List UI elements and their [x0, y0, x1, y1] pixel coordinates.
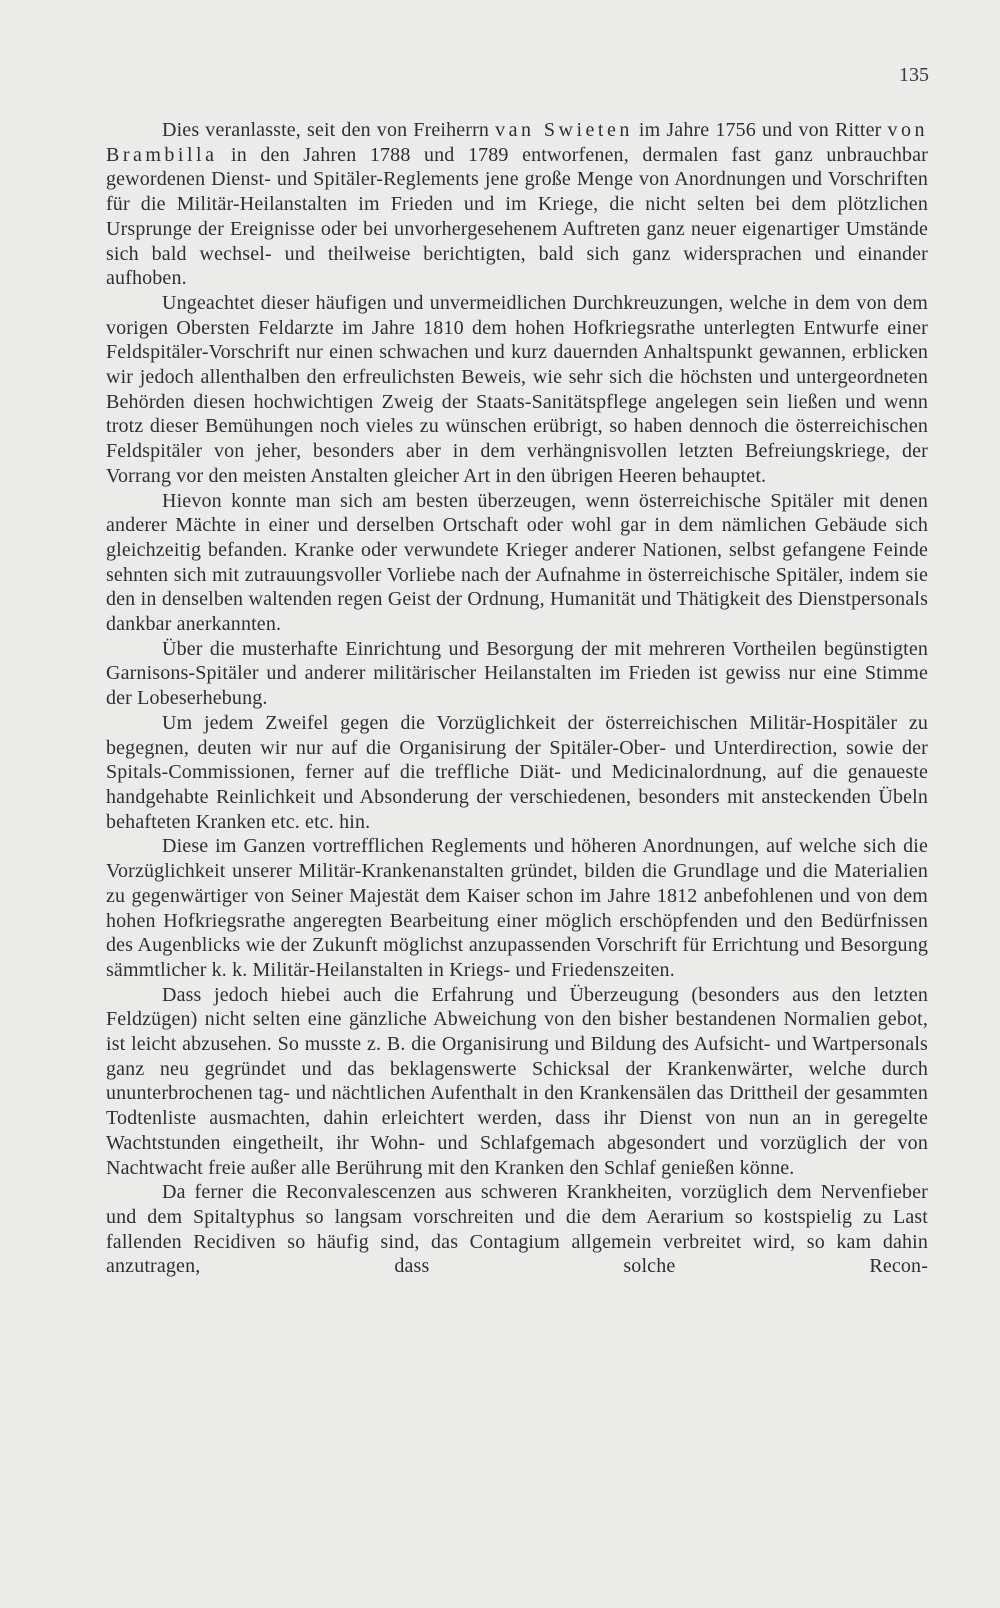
paragraph-7: Dass jedoch hiebei auch die Erfahrung und Überzeugung (besonders aus den letzten Feldzügen) nicht selten eine gänzliche Abweichung von den bisher bestandenen Normalien gebot, ist leicht abzusehen. So musste z. B. die Organisirung und Bildung des Aufsicht- und Wartpersonals ganz neu gegründet und das beklagenswerte Schicksal der Krankenwärter, welche durch ununterbrochenen tag- und nächtlichen Aufenthalt in den Krankensälen das Drittheil der gesammten Todtenliste ausmachten, dahin erleichtert werden, dass ihr Dienst von nun an in geregelte Wachtstunden eingetheilt, ihr Wohn- und Schlafgemach abgesondert und vorzüglich der von Nachtwacht freie außer alle Berührung mit den Kranken den Schlaf genießen könne.	[106, 983, 928, 1179]
paragraph-6: Diese im Ganzen vortrefflichen Reglements und höheren Anordnungen, auf welche sich die Vorzüglichkeit unserer Militär-Krankenanstalten gründet, bilden die Grundlage und die Materialien zu gegenwärtiger von Seiner Majestät dem Kaiser schon im Jahre 1812 anbefohlenen und von dem hohen Hofkriegsrathe angeregten Bearbeitung einer möglich erschöpfenden und den Bedürfnissen des Augenblicks wie der Zukunft möglichst anzupassenden Vorschrift für Errichtung und Besorgung sämmtlicher k. k. Militär-Heilanstalten in Kriegs- und Friedenszeiten.	[106, 835, 928, 981]
name-van-swieten: van Swieten	[495, 119, 633, 141]
page-number: 135	[899, 64, 929, 86]
paragraph-8: Da ferner die Reconvalescenzen aus schweren Krankheiten, vorzüglich dem Nervenfieber und dem Spitaltyphus so langsam vorschreiten und die dem Aerarium so kostspielig zu Last fallenden Recidiven so häufig sind, das Contagium allgemein verbreitet wird, so kam dahin anzutragen, dass solche Recon-	[106, 1181, 928, 1278]
paragraph-1-text-c: in den Jahren 1788 und 1789 entworfenen, dermalen fast ganz unbrauchbar gewordenen Dienst- und Spitäler-Reglements jene große Menge von Anordnungen und Vorschriften für die Militär-Heilanstalten im Frieden und im Kriege, die nicht selten bei dem plötzlichen Ursprunge der Ereignisse oder bei unvorhergesehenem Auftreten ganz neuer eigenartiger Umstände sich bald wechsel- und theilweise berichtigten, bald sich ganz widersprachen und einander aufhoben.	[106, 143, 928, 290]
paragraph-1	[106, 118, 928, 291]
paragraph-1-text-b: im Jahre 1756 und von Ritter	[632, 119, 888, 141]
body-text	[106, 118, 928, 1279]
paragraph-5: Um jedem Zweifel gegen die Vorzüglichkeit der österreichischen Militär-Hospitäler zu begegnen, deuten wir nur auf die Organisirung der Spitäler-Ober- und Unterdirection, sowie der Spitals-Commissionen, ferner auf die treffliche Diät- und Medicinalordnung, auf die genaueste handgehabte Reinlichkeit und Absonderung der verschiedenen, besonders mit ansteckenden Übeln behafteten Kranken etc. etc. hin.	[106, 711, 928, 833]
name-von-brambilla: von Brambilla	[106, 119, 928, 166]
paragraph-3: Hievon konnte man sich am besten überzeugen, wenn österreichische Spitäler mit denen anderer Mächte in einer und derselben Ortschaft oder wohl gar in dem nämlichen Gebäude sich gleichzeitig befanden. Kranke oder verwundete Krieger anderer Nationen, selbst gefangene Feinde sehnten sich mit zutrauungsvoller Vorliebe nach der Aufnahme in österreichische Spitäler, indem sie den in denselben waltenden regen Geist der Ordnung, Humanität und Thätigkeit des Dienstpersonals dankbar anerkannten.	[106, 489, 928, 636]
paragraph-2: Ungeachtet dieser häufigen und unvermeidlichen Durchkreuzungen, welche in dem von dem vorigen Obersten Feldarzte im Jahre 1810 dem hohen Hofkriegsrathe unterlegten Entwurfe einer Feldspitäler-Vorschrift nur einen schwachen und kurz dauernden Anhaltspunkt gewannen, erblicken wir jedoch allenthalben den erfreulichsten Beweis, wie sehr sich die höchsten und untergeordneten Behörden diesen hochwichtigen Zweig der Staats-Sanitätspflege angelegen sein ließen und wenn trotz dieser Bemühungen noch vieles zu wünschen erübrigt, so haben dennoch die österreichischen Feldspitäler von jeher, besonders aber in dem verhängnisvollen letzten Befreiungskriege, der Vorrang vor den meisten Anstalten gleicher Art in den übrigen Heeren behauptet.	[106, 291, 928, 487]
paragraph-1-text-a: Dies veranlasste, seit den von Freiherrn	[162, 119, 496, 141]
paragraph-4: Über die musterhafte Einrichtung und Besorgung der mit mehreren Vortheilen begünstigten Garnisons-Spitäler und anderer militärischer Heilanstalten im Frieden ist gewiss nur eine Stimme der Lobeserhebung.	[106, 637, 928, 710]
